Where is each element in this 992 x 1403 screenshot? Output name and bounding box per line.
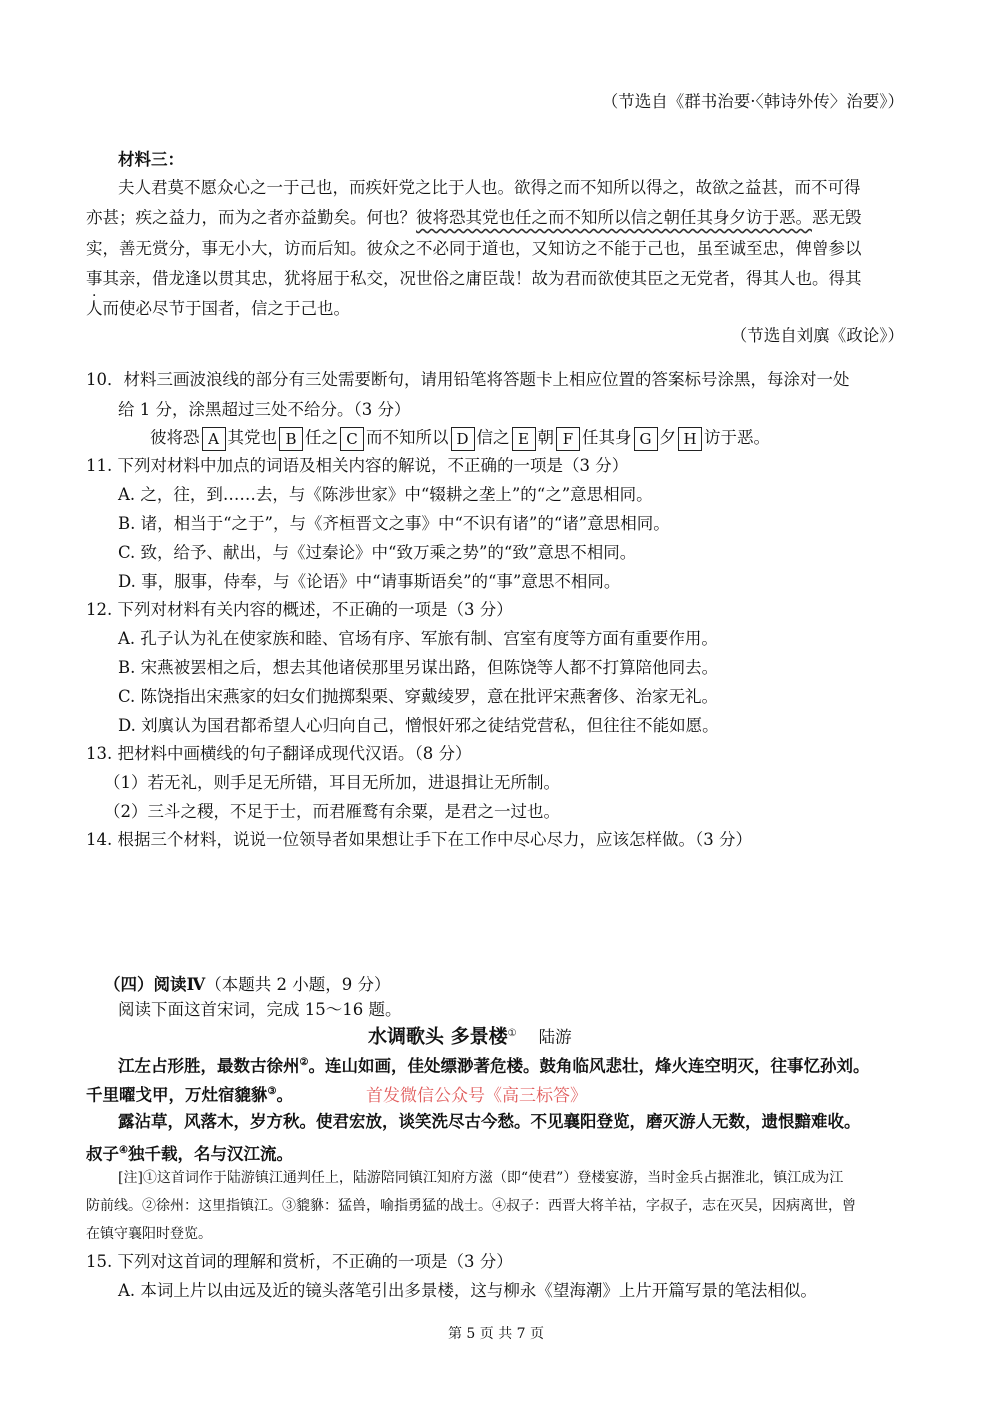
poem-line-1-a: 江左占形胜，最数古徐州 xyxy=(118,1056,300,1076)
answer-box-a: A xyxy=(202,427,226,451)
footnote-mark-4: ④ xyxy=(119,1145,128,1156)
q11-option-d: D. 事，服事，侍奉，与《论语》中“请事斯语矣”的“事”意思不相同。 xyxy=(118,572,621,591)
poem-title-footnote-mark: ① xyxy=(507,1028,517,1039)
poem-line-1-b: 。连山如画，佳处缥渺著危楼。鼓角临风悲壮，烽火连空明灭，往事忆孙刘。 xyxy=(308,1056,870,1076)
material3-line-4 xyxy=(86,267,862,291)
poem-note-line-3: 在镇守襄阳时登览。 xyxy=(86,1226,212,1242)
q14-stem: 14. 根据三个材料，说说一位领导者如果想让手下在工作中尽心尽力，应该怎样做。（3 分） xyxy=(86,830,752,849)
q10-seg: 而不知所以 xyxy=(366,428,449,447)
q15-option-a: A. 本词上片以由远及近的镜头落笔引出多景楼，这与柳永《望海潮》上片开篇写景的笔法相似。 xyxy=(118,1281,817,1300)
answer-box-c: C xyxy=(340,427,364,451)
q10-seg: 访于恶。 xyxy=(704,428,770,447)
poem-line-2-b: 。 xyxy=(276,1085,293,1105)
q11-option-a: A. 之，往，到……去，与《陈涉世家》中“辍耕之垄上”的“之”意思相同。 xyxy=(118,485,653,504)
poem-line-2-a: 千里曜戈甲，万灶宿貔貅 xyxy=(86,1085,268,1105)
poem-line-4-a: 叔子 xyxy=(86,1144,119,1164)
material3-line-2 xyxy=(86,206,862,230)
q10-seg: 彼将恐 xyxy=(150,428,200,447)
material3-line-2-tail: 恶无毁 xyxy=(812,208,862,227)
poem-note-line-1: [注]①这首词作于陆游镇江通判任上，陆游陪同镇江知府方滋（即“使君”）登楼宴游，当时金兵占据淮北，镇江成为江 xyxy=(118,1170,844,1186)
q12-option-c: C. 陈饶指出宋燕家的妇女们抛掷梨栗、穿戴绫罗，意在批评宋燕奢侈、治家无礼。 xyxy=(118,687,719,706)
q12-stem: 12. 下列对材料有关内容的概述，不正确的一项是（3 分） xyxy=(86,600,513,619)
q10-seg: 信之 xyxy=(476,428,510,447)
q10-seg: 任其身 xyxy=(582,428,632,447)
q10-seg: 夕 xyxy=(659,428,676,447)
poem-line-2 xyxy=(86,1080,293,1108)
poem-author: 陆游 xyxy=(538,1027,572,1047)
q10-line-1: 10．材料三画波浪线的部分有三处需要断句，请用铅笔将答题卡上相应位置的答案标号涂黑，每涂对一处 xyxy=(86,370,850,389)
footnote-mark-3: ③ xyxy=(267,1086,277,1097)
poem-line-4 xyxy=(86,1139,293,1167)
material3-line-4-text: 其亲，借龙逢以贯其忠，犹将屈于私交，况世俗之庸臣哉！故为君而欲使其臣之无党者，得其人也。得其 xyxy=(102,269,862,288)
answer-box-d: D xyxy=(451,427,475,451)
q11-option-c: C. 致，给予、献出，与《过秦论》中“致万乘之势”的“致”意思不相同。 xyxy=(118,543,637,562)
q15-stem: 15. 下列对这首词的理解和赏析，不正确的一项是（3 分） xyxy=(86,1252,513,1271)
q10-seg: 朝 xyxy=(537,428,554,447)
section4-intro: 阅读下面这首宋词，完成 15～16 题。 xyxy=(118,1000,402,1019)
poem-line-1 xyxy=(118,1051,869,1079)
q12-option-b: B. 宋燕被罢相之后，想去其他诸侯那里另谋出路，但陈饶等人都不打算陪他同去。 xyxy=(118,658,719,677)
poem-title: 水调歌头 多景楼 xyxy=(368,1025,508,1048)
q10-line-2: 给 1 分，涂黑超过三处不给分。（3 分） xyxy=(118,400,411,419)
q10-seg: 其党也 xyxy=(227,428,277,447)
material3-line-5: 人而使必尽节于国者，信之于己也。 xyxy=(86,299,350,318)
q12-option-a: A. 孔子认为礼在使家族和睦、官场有序、军旅有制、宫室有度等方面有重要作用。 xyxy=(118,629,718,648)
q13-sentence-2: （2）三斗之稷，不足于士，而君雁鹜有余粟，是君之一过也。 xyxy=(104,802,560,821)
q13-sentence-1: （1）若无礼，则手足无所错，耳目无所加，进退揖让无所制。 xyxy=(104,773,560,792)
page-footer: 第 5 页 共 7 页 xyxy=(447,1326,545,1342)
watermark-text: 首发微信公众号《高三标答》 xyxy=(366,1086,587,1106)
poem-line-4-b: 独千载，名与汉江流。 xyxy=(127,1144,293,1164)
material3-line-2-text: 亦甚；疾之益力，而为之者亦益勤矣。何也？ xyxy=(86,208,416,227)
section4-heading-rest: （本题共 2 小题，9 分） xyxy=(205,975,391,994)
q12-option-d: D. 刘廙认为国君都希望人心归向自己，憎恨奸邪之徒结党营私，但往往不能如愿。 xyxy=(118,716,719,735)
answer-box-e: E xyxy=(512,427,536,451)
answer-box-g: G xyxy=(634,427,658,451)
poem-line-3: 露沾草，风落木，岁方秋。使君宏放，谈笑洗尽古今愁。不见襄阳登览，磨灭游人无数，遗恨黯难收。 xyxy=(118,1112,861,1131)
material3-line-1: 夫人君莫不愿众心之一于己也，而疾奸党之比于人也。欲得之而不知所以得之，故欲之益甚，而不可得 xyxy=(118,178,861,197)
section4-heading-label: （四）阅读Ⅳ xyxy=(104,975,206,994)
q10-seg: 任之 xyxy=(305,428,338,447)
section4-heading xyxy=(104,973,390,997)
answer-box-f: F xyxy=(556,427,580,451)
poem-note-line-2: 防前线。②徐州：这里指镇江。③貔貅：猛兽，喻指勇猛的战士。④叔子：西晋大将羊祜，字叔子，志在灭吴，因病离世，曾 xyxy=(86,1198,856,1214)
material3-heading: 材料三： xyxy=(118,150,184,169)
q13-stem: 13. 把材料中画横线的句子翻译成现代汉语。（8 分） xyxy=(86,744,472,763)
poem-title-line xyxy=(368,1022,572,1050)
q11-option-b: B. 诸，相当于“之于”，与《齐桓晋文之事》中“不识有诸”的“诸”意思相同。 xyxy=(118,514,670,533)
answer-box-h: H xyxy=(678,427,702,451)
q11-stem: 11. 下列对材料中加点的词语及相关内容的解说，不正确的一项是（3 分） xyxy=(86,456,629,475)
footnote-mark-2: ② xyxy=(299,1057,309,1068)
wavy-underlined-sentence: 彼将恐其党也任之而不知所以信之朝任其身夕访于恶。 xyxy=(416,208,812,227)
q10-sentence-with-boxes xyxy=(150,426,770,451)
top-source-citation: （节选自《群书治要·〈韩诗外传〉治要》） xyxy=(601,92,904,111)
dotted-word-shi: 事 xyxy=(86,269,103,288)
material3-line-3: 实，善无赏分，事无小大，访而后知。彼众之不必同于道也，又知访之不能于己也，虽至诚至忠，俾曾参以 xyxy=(86,239,862,258)
material3-source: （节选自刘廙《政论》） xyxy=(730,326,904,345)
answer-box-b: B xyxy=(279,427,303,451)
